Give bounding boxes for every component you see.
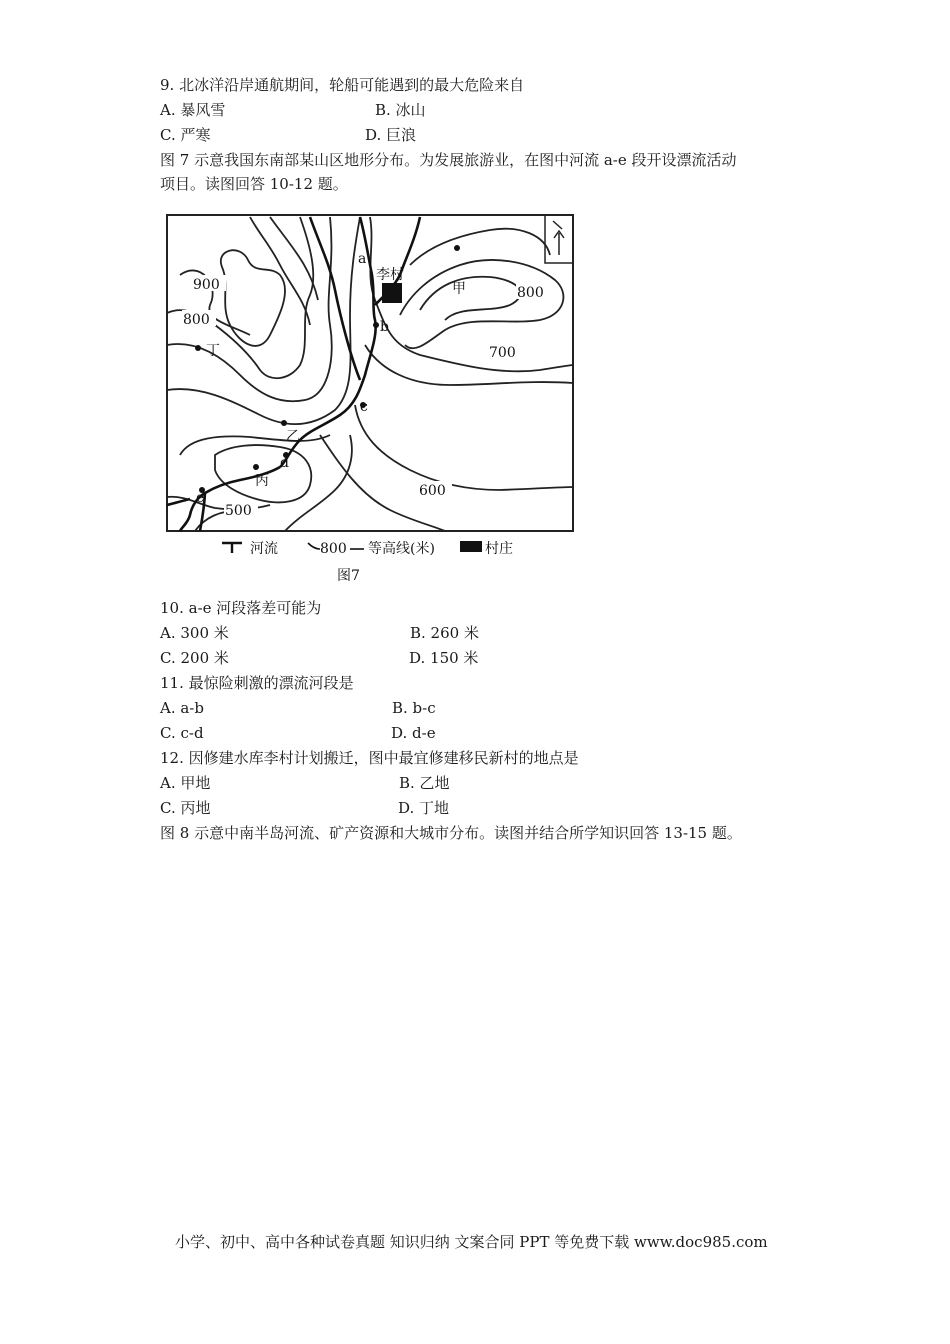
q12-option-a: A. 甲地 <box>160 774 211 792</box>
place-label-licun: 李村 <box>376 267 404 283</box>
q9-option-d: D. 巨浪 <box>365 126 417 144</box>
point-label-e: e <box>196 490 205 506</box>
point-label-b: b <box>380 319 389 335</box>
q9-option-c: C. 严寒 <box>160 126 211 144</box>
q11-option-b: B. b-c <box>392 699 436 717</box>
q10-option-d: D. 150 米 <box>409 649 479 667</box>
q10-stem: 10. a-e 河段落差可能为 <box>160 599 322 617</box>
place-label-bing: 丙 <box>255 473 269 489</box>
q11-stem: 11. 最惊险刺激的漂流河段是 <box>160 674 354 692</box>
q11-option-c: C. c-d <box>160 724 204 742</box>
figure7-legend <box>222 540 513 557</box>
point-label-c: c <box>360 399 368 415</box>
legend-contour-label: 等高线(米) <box>368 541 435 557</box>
contour-label-600: 600 <box>419 483 446 499</box>
q9-option-b: B. 冰山 <box>375 101 426 119</box>
place-label-ding: 丁 <box>206 343 220 359</box>
legend-contour-value: 800 <box>320 541 347 557</box>
q9-stem: 9. 北冰洋沿岸通航期间，轮船可能遇到的最大危险来自 <box>160 76 525 94</box>
q10-option-b: B. 260 米 <box>410 624 479 642</box>
contour-label-700: 700 <box>489 345 516 361</box>
q11-option-d: D. d-e <box>391 724 436 742</box>
legend-river-label: 河流 <box>250 541 278 557</box>
contour-label-800-right: 800 <box>517 285 544 301</box>
q10-option-a: A. 300 米 <box>160 624 229 642</box>
point-label-d: d <box>280 455 289 471</box>
contour-label-500: 500 <box>225 503 252 519</box>
q12-option-d: D. 丁地 <box>398 799 450 817</box>
point-label-a: a <box>358 251 367 267</box>
contour-label-800-left: 800 <box>183 312 210 328</box>
place-label-yi: 乙 <box>286 429 300 445</box>
legend-village-swatch <box>460 541 482 552</box>
contour-label-900: 900 <box>193 277 220 293</box>
village-block <box>382 283 402 303</box>
q12-stem: 12. 因修建水库李村计划搬迁，图中最宜修建移民新村的地点是 <box>160 749 579 767</box>
intro7-line2: 项目。读图回答 10-12 题。 <box>160 175 348 193</box>
intro8-line1: 图 8 示意中南半岛河流、矿产资源和大城市分布。读图并结合所学知识回答 13-15 题。 <box>160 824 742 842</box>
figure7-caption: 图7 <box>337 568 360 584</box>
q9-option-a: A. 暴风雪 <box>160 101 226 119</box>
place-label-jia: 甲 <box>452 281 466 297</box>
q11-option-a: A. a-b <box>160 699 204 717</box>
intro7-line1: 图 7 示意我国东南部某山区地形分布。为发展旅游业，在图中河流 a-e 段开设漂流活动 <box>160 151 737 169</box>
legend-village-label: 村庄 <box>485 541 513 557</box>
q12-option-c: C. 丙地 <box>160 799 211 817</box>
footer-text[interactable]: 小学、初中、高中各种试卷真题 知识归纳 文案合同 PPT 等免费下载 www.doc985.com <box>175 1233 768 1251</box>
q12-option-b: B. 乙地 <box>399 774 450 792</box>
figure7-contour-map <box>160 205 580 590</box>
q10-option-c: C. 200 米 <box>160 649 229 667</box>
